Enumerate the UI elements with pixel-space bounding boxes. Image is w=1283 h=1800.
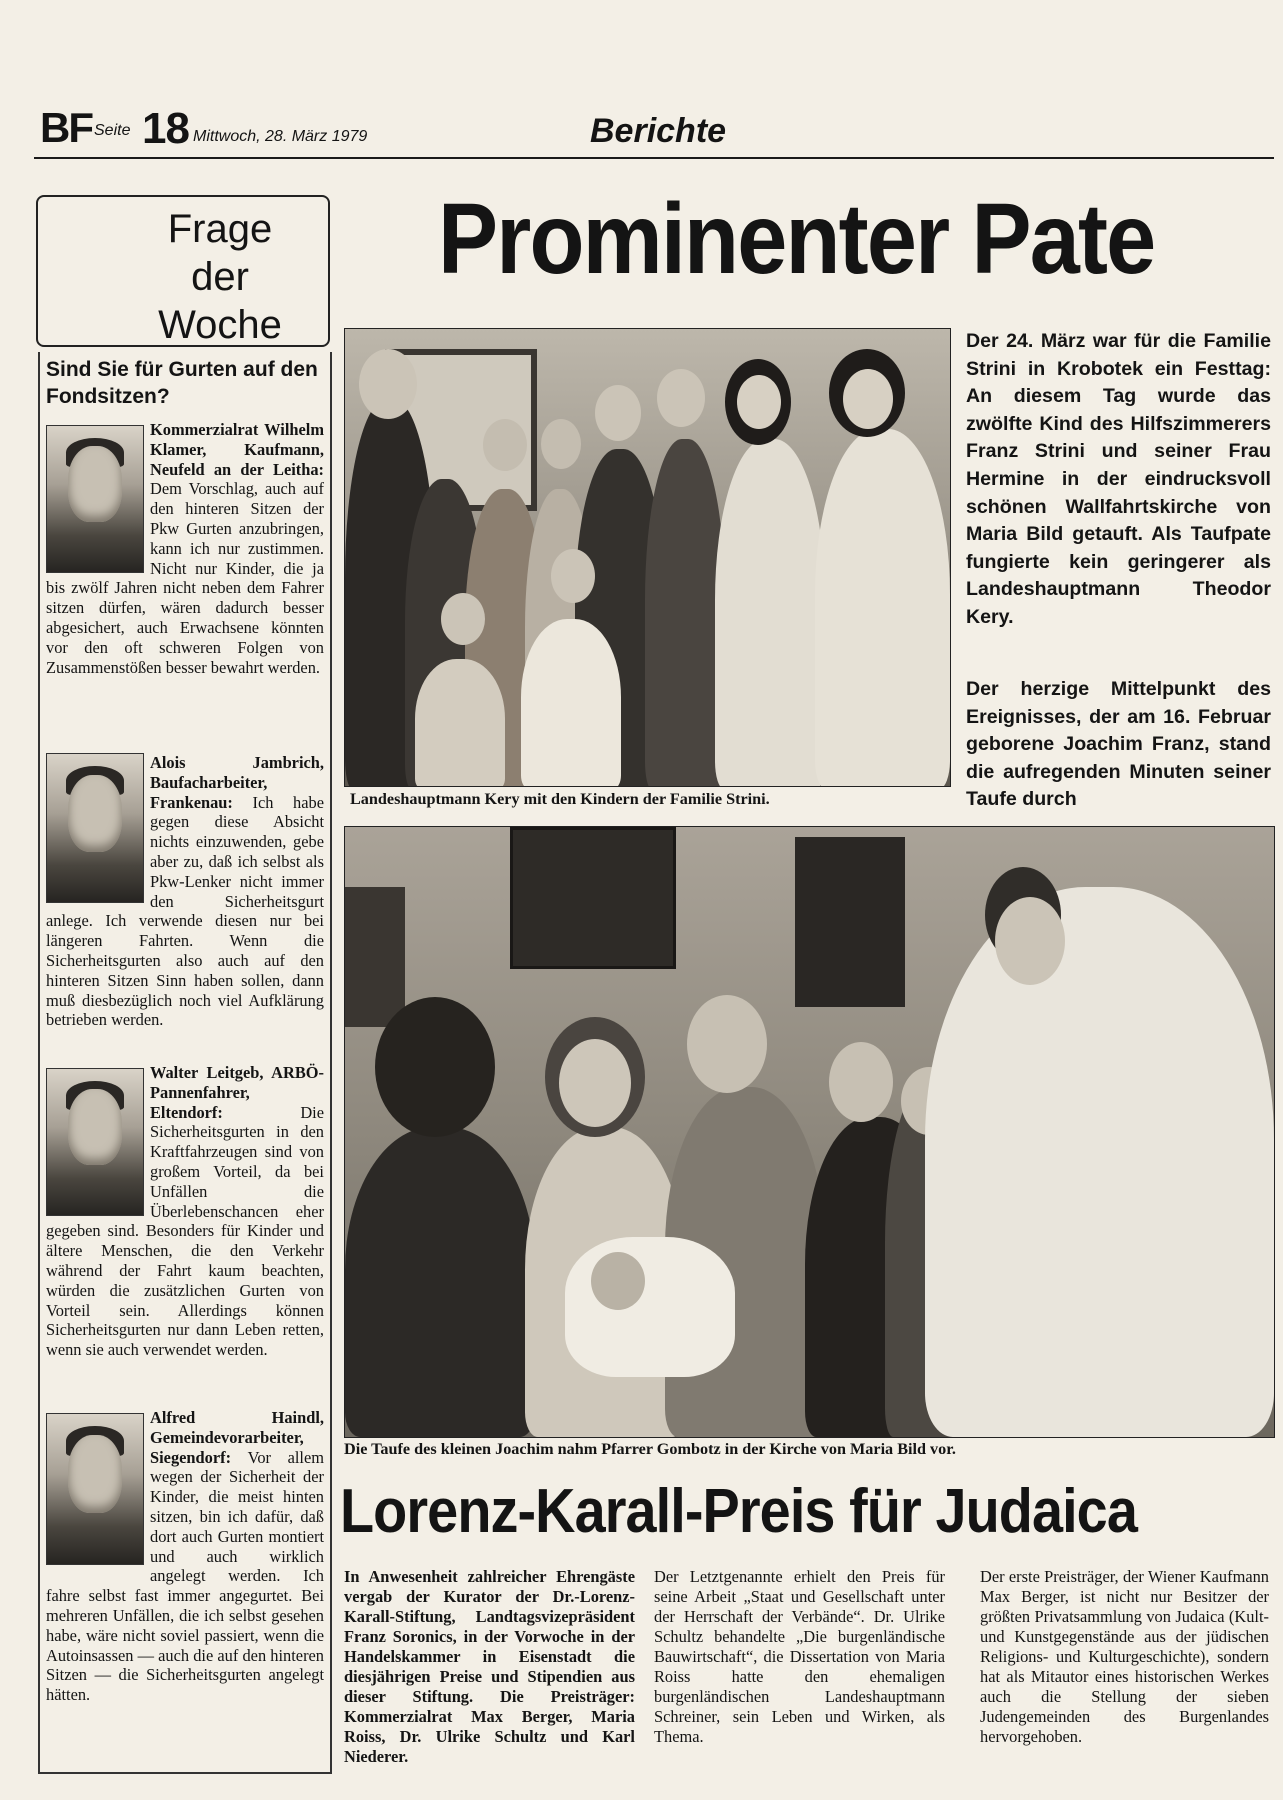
main-story-paragraph-1: Der 24. März war für die Familie Strini in Krobotek ein Festtag: An diesem Tag wurde das zwölfte Kind des Hilfszimmerers Franz Strini und seiner Frau Hermine in der eindrucksvoll schönen Wallfahrtskirche von Maria Bild getauft. Als Taufpate fungierte kein geringerer als Landeshauptmann Theodor Kery.: [966, 330, 1271, 628]
second-headline: Lorenz-Karall-Preis für Judaica: [340, 1477, 1137, 1546]
baptism-photo: [344, 826, 1275, 1438]
weekly-question: Sind Sie für Gurten auf den Fondsitzen?: [46, 358, 318, 408]
respondent-name: Walter Leitgeb, ARBÖ-Pannenfahrer, Eltendorf:: [150, 1063, 324, 1122]
masthead-rule: [34, 157, 1274, 159]
title-line: Woche: [158, 303, 282, 347]
main-story-paragraph-2: Der herzige Mittelpunkt des Ereignisses, der am 16. Februar geborene Joachim Franz, stand die aufregenden Minuten seiner Taufe durch: [966, 678, 1271, 811]
title-line: der: [191, 255, 249, 299]
opinion-entry: [46, 420, 324, 677]
opinion-entry: [46, 1063, 324, 1360]
second-story-column-1: In Anwesenheit zahlreicher Ehrengäste vergab der Kurator der Dr.-Lorenz-Karall-Stiftung, Landtagsvizepräsident Franz Soronics, in der Vorwoche in der Handelskammer in Eisenstadt die diesjährigen Preise und Stipendien aus dieser Stiftung. Die Preisträger: Kommerzialrat Max Berger, Maria Roiss, Dr. Ulrike Schultz und Karl Niederer.: [344, 1567, 635, 1766]
second-story-column-3: Der erste Preisträger, der Wiener Kaufmann Max Berger, ist nicht nur Besitzer der größten Privatsammlung von Judaica (Kult- und Kunstgegenstände aus der jüdischen Religions- und Kulturgeschichte), sondern hat als Mitautor eines historischen Werkes auch die Stellung der sieben Judengemeinden des Burgenlandes hervorgehoben.: [980, 1567, 1269, 1746]
respondent-name: Alfred Haindl, Gemeindevorarbeiter, Siegendorf:: [150, 1408, 324, 1467]
section-title: Berichte: [590, 112, 727, 150]
opinion-entry: [46, 1408, 324, 1705]
photo-caption-1: Landeshauptmann Kery mit den Kindern der Familie Strini.: [350, 790, 770, 808]
title-line: Frage: [167, 207, 273, 251]
baptism-blanket: [565, 1237, 735, 1377]
page-label: Seite: [94, 122, 131, 139]
question-box-title: [120, 205, 320, 349]
opinion-entry: [46, 753, 324, 1030]
second-story-column-2: Der Letztgenannte erhielt den Preis für seine Arbeit „Staat und Gesellschaft unter der Herrschaft der Verbände“. Dr. Ulrike Schultz behandelte „Die burgenländische Bauwirtschaft“, die Dissertation von Maria Roiss hatte den ehemaligen burgenländischen Landeshauptmann Schreiner, sein Leben und Wirken, als Thema.: [654, 1567, 945, 1746]
respondent-name: Alois Jambrich, Baufacharbeiter, Frankenau:: [150, 753, 324, 812]
main-headline: Prominenter Pate: [438, 183, 1155, 295]
family-group-photo: [344, 328, 951, 787]
respondent-answer: Die Sicherheitsgurten in den Kraftfahrzeugen sind von großem Vorteil, da bei Unfällen die Überlebenschancen eher gegeben sind. Besonders für Kinder und ältere Menschen, die den Verkehr während der Fahrt kaum beachten, würden die zusätzlichen Gurten von Vorteil sein. Allerdings können Sicherheitsgurten nur dann Leben retten, wenn sie auch verwendet werden.: [46, 1102, 324, 1360]
respondent-answer: Ich habe gegen diese Absicht nichts einzuwenden, gebe aber zu, daß ich selbst als Pkw-Lenker nicht immer den Sicherheitsgurt anlege. Ich verwende diesen nur bei längeren Fahrten. Wenn die Sicherheitsgurten also auch auf den hinteren Sitzen Sinn haben sollen, dann muß diesbezüglich noch viel Aufklärung betrieben werden.: [46, 792, 324, 1030]
wall-frame: [345, 887, 405, 1027]
newspaper-logo: BF: [40, 104, 92, 151]
photo-caption-2: Die Taufe des kleinen Joachim nahm Pfarrer Gombotz in der Kirche von Maria Bild vor.: [344, 1440, 956, 1458]
respondent-answer: Vor allem wegen der Sicherheit der Kinder, die meist hinten sitzen, bin ich dafür, daß dort auch Gurten montiert und auch wirklich angelegt werden. Ich fahre selbst fast immer angegurtet. Bei mehreren Unfällen, die ich selbst gesehen habe, wäre nicht soviel passiert, wenn die Autoinsassen — auch die auf den hinteren Sitzen — die Sicherheitsgurten angelegt hätten.: [46, 1447, 324, 1705]
page-number: 18: [142, 104, 189, 153]
respondent-answer: Dem Vorschlag, auch auf den hinteren Sitzen der Pkw Gurten anzubringen, kann ich nur zustimmen. Nicht nur Kinder, die ja bis zwölf Jahren nicht neben dem Fahrer sitzen dürfen, wären dadurch besser abgesichert, auch Erwachsene könnten vor den oft schweren Folgen von Zusammenstößen besser bewahrt werden.: [46, 479, 324, 677]
wall-frame: [795, 837, 905, 1007]
issue-date: Mittwoch, 28. März 1979: [193, 128, 368, 145]
respondent-name: Kommerzialrat Wilhelm Klamer, Kaufmann, Neufeld an der Leitha:: [150, 420, 324, 479]
wall-painting: [510, 827, 676, 969]
